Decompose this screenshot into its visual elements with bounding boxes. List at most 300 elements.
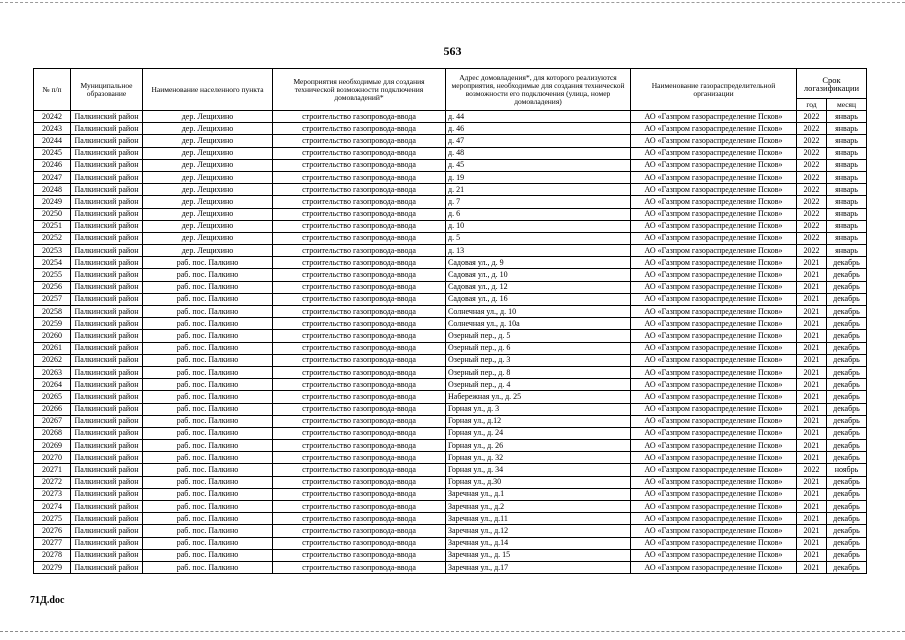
cell-district: Палкинский район (71, 513, 143, 525)
cell-district: Палкинский район (71, 342, 143, 354)
cell-work: строительство газопровода-ввода (273, 452, 446, 464)
cell-year: 2021 (797, 513, 827, 525)
cell-locality: раб. пос. Палкино (143, 306, 273, 318)
cell-year: 2021 (797, 379, 827, 391)
cell-work: строительство газопровода-ввода (273, 171, 446, 183)
table-row (34, 488, 867, 500)
header-org: Наименование газораспределительной организации (631, 69, 797, 111)
table-row (34, 232, 867, 244)
cell-locality: раб. пос. Палкино (143, 513, 273, 525)
cell-district: Палкинский район (71, 415, 143, 427)
table-row (34, 245, 867, 257)
cell-num: 20245 (34, 147, 71, 159)
table-row (34, 111, 867, 123)
table-row (34, 184, 867, 196)
cell-year: 2022 (797, 111, 827, 123)
cell-org: АО «Газпром газораспределение Псков» (631, 501, 797, 513)
cell-num: 20271 (34, 464, 71, 476)
header-locality: Наименование населенного пункта (143, 69, 273, 111)
cell-work: строительство газопровода-ввода (273, 501, 446, 513)
cell-num: 20243 (34, 123, 71, 135)
cell-locality: раб. пос. Палкино (143, 391, 273, 403)
cell-address: д. 10 (446, 220, 631, 232)
cell-org: АО «Газпром газораспределение Псков» (631, 415, 797, 427)
cell-month: декабрь (827, 537, 867, 549)
cell-month: декабрь (827, 415, 867, 427)
cell-work: строительство газопровода-ввода (273, 318, 446, 330)
cell-num: 20272 (34, 476, 71, 488)
cell-district: Палкинский район (71, 549, 143, 561)
cell-locality: дер. Лещихино (143, 147, 273, 159)
cell-district: Палкинский район (71, 245, 143, 257)
cell-month: январь (827, 123, 867, 135)
cell-num: 20251 (34, 220, 71, 232)
table-row (34, 476, 867, 488)
cell-month: январь (827, 135, 867, 147)
cell-locality: раб. пос. Палкино (143, 464, 273, 476)
cell-year: 2022 (797, 147, 827, 159)
cell-num: 20267 (34, 415, 71, 427)
file-name: 71Д.doc (30, 595, 65, 606)
cell-year: 2021 (797, 366, 827, 378)
cell-district: Палкинский район (71, 208, 143, 220)
cell-work: строительство газопровода-ввода (273, 281, 446, 293)
cell-address: д. 45 (446, 159, 631, 171)
cell-num: 20258 (34, 306, 71, 318)
cell-num: 20263 (34, 366, 71, 378)
cell-org: АО «Газпром газораспределение Псков» (631, 330, 797, 342)
cell-work: строительство газопровода-ввода (273, 354, 446, 366)
cell-year: 2021 (797, 415, 827, 427)
table-row (34, 257, 867, 269)
cell-locality: дер. Лещихино (143, 123, 273, 135)
table-row (34, 318, 867, 330)
cell-year: 2021 (797, 440, 827, 452)
cell-locality: дер. Лещихино (143, 208, 273, 220)
cell-district: Палкинский район (71, 123, 143, 135)
cell-year: 2021 (797, 391, 827, 403)
cell-work: строительство газопровода-ввода (273, 159, 446, 171)
table-row (34, 415, 867, 427)
cell-year: 2021 (797, 354, 827, 366)
cell-org: АО «Газпром газораспределение Псков» (631, 232, 797, 244)
table-row (34, 354, 867, 366)
cell-work: строительство газопровода-ввода (273, 257, 446, 269)
cell-work: строительство газопровода-ввода (273, 427, 446, 439)
table-row (34, 379, 867, 391)
cell-work: строительство газопровода-ввода (273, 184, 446, 196)
cell-org: АО «Газпром газораспределение Псков» (631, 147, 797, 159)
cell-work: строительство газопровода-ввода (273, 330, 446, 342)
cell-work: строительство газопровода-ввода (273, 196, 446, 208)
cell-work: строительство газопровода-ввода (273, 440, 446, 452)
cell-work: строительство газопровода-ввода (273, 549, 446, 561)
cell-locality: дер. Лещихино (143, 220, 273, 232)
cell-district: Палкинский район (71, 366, 143, 378)
cell-locality: раб. пос. Палкино (143, 501, 273, 513)
table-row (34, 330, 867, 342)
cell-district: Палкинский район (71, 196, 143, 208)
cell-locality: раб. пос. Палкино (143, 318, 273, 330)
cell-locality: дер. Лещихино (143, 184, 273, 196)
cell-month: декабрь (827, 403, 867, 415)
cell-work: строительство газопровода-ввода (273, 123, 446, 135)
table-row (34, 452, 867, 464)
scan-edge-bottom (0, 631, 905, 632)
cell-org: АО «Газпром газораспределение Псков» (631, 245, 797, 257)
cell-address: Горная ул., д.12 (446, 415, 631, 427)
cell-work: строительство газопровода-ввода (273, 513, 446, 525)
cell-work: строительство газопровода-ввода (273, 379, 446, 391)
cell-district: Палкинский район (71, 306, 143, 318)
cell-district: Палкинский район (71, 330, 143, 342)
cell-year: 2022 (797, 159, 827, 171)
cell-address: д. 48 (446, 147, 631, 159)
header-month: месяц (827, 99, 867, 111)
cell-month: декабрь (827, 427, 867, 439)
table-row (34, 171, 867, 183)
cell-locality: раб. пос. Палкино (143, 354, 273, 366)
cell-num: 20262 (34, 354, 71, 366)
cell-address: Горная ул., д. 34 (446, 464, 631, 476)
cell-org: АО «Газпром газораспределение Псков» (631, 537, 797, 549)
cell-org: АО «Газпром газораспределение Псков» (631, 513, 797, 525)
cell-address: Заречная ул., д. 15 (446, 549, 631, 561)
cell-address: Солнечная ул., д. 10 (446, 306, 631, 318)
cell-org: АО «Газпром газораспределение Псков» (631, 159, 797, 171)
cell-locality: дер. Лещихино (143, 232, 273, 244)
cell-org: АО «Газпром газораспределение Псков» (631, 257, 797, 269)
cell-locality: раб. пос. Палкино (143, 342, 273, 354)
table-row (34, 513, 867, 525)
cell-work: строительство газопровода-ввода (273, 306, 446, 318)
table-row (34, 123, 867, 135)
cell-address: д. 7 (446, 196, 631, 208)
cell-month: январь (827, 111, 867, 123)
cell-num: 20256 (34, 281, 71, 293)
cell-month: декабрь (827, 293, 867, 305)
cell-district: Палкинский район (71, 269, 143, 281)
cell-district: Палкинский район (71, 111, 143, 123)
cell-org: АО «Газпром газораспределение Псков» (631, 561, 797, 573)
cell-address: д. 46 (446, 123, 631, 135)
cell-num: 20265 (34, 391, 71, 403)
cell-month: январь (827, 171, 867, 183)
cell-district: Палкинский район (71, 379, 143, 391)
cell-org: АО «Газпром газораспределение Псков» (631, 403, 797, 415)
cell-num: 20249 (34, 196, 71, 208)
cell-work: строительство газопровода-ввода (273, 464, 446, 476)
cell-address: Заречная ул., д.1 (446, 488, 631, 500)
cell-address: д. 6 (446, 208, 631, 220)
cell-org: АО «Газпром газораспределение Псков» (631, 366, 797, 378)
cell-work: строительство газопровода-ввода (273, 147, 446, 159)
cell-year: 2022 (797, 171, 827, 183)
cell-month: декабрь (827, 330, 867, 342)
cell-num: 20273 (34, 488, 71, 500)
cell-month: декабрь (827, 440, 867, 452)
cell-num: 20279 (34, 561, 71, 573)
cell-address: Солнечная ул., д. 10а (446, 318, 631, 330)
header-work: Мероприятия необходимые для создания технической возможности подключения домовладений* (273, 69, 446, 111)
cell-work: строительство газопровода-ввода (273, 391, 446, 403)
cell-org: АО «Газпром газораспределение Псков» (631, 549, 797, 561)
header-district: Муниципальное образование (71, 69, 143, 111)
cell-address: Заречная ул., д.12 (446, 525, 631, 537)
cell-month: ноябрь (827, 464, 867, 476)
cell-address: Заречная ул., д.17 (446, 561, 631, 573)
cell-org: АО «Газпром газораспределение Псков» (631, 123, 797, 135)
table-row (34, 342, 867, 354)
cell-year: 2022 (797, 184, 827, 196)
cell-work: строительство газопровода-ввода (273, 403, 446, 415)
cell-locality: раб. пос. Палкино (143, 476, 273, 488)
cell-month: декабрь (827, 513, 867, 525)
cell-locality: дер. Лещихино (143, 135, 273, 147)
cell-month: декабрь (827, 306, 867, 318)
table-row (34, 306, 867, 318)
cell-work: строительство газопровода-ввода (273, 476, 446, 488)
cell-locality: раб. пос. Палкино (143, 537, 273, 549)
cell-num: 20275 (34, 513, 71, 525)
cell-district: Палкинский район (71, 171, 143, 183)
cell-address: д. 44 (446, 111, 631, 123)
cell-address: д. 21 (446, 184, 631, 196)
cell-year: 2021 (797, 501, 827, 513)
cell-org: АО «Газпром газораспределение Псков» (631, 391, 797, 403)
cell-work: строительство газопровода-ввода (273, 525, 446, 537)
cell-locality: раб. пос. Палкино (143, 488, 273, 500)
cell-num: 20276 (34, 525, 71, 537)
cell-org: АО «Газпром газораспределение Псков» (631, 306, 797, 318)
cell-month: декабрь (827, 257, 867, 269)
cell-locality: раб. пос. Палкино (143, 269, 273, 281)
cell-locality: раб. пос. Палкино (143, 549, 273, 561)
cell-org: АО «Газпром газораспределение Псков» (631, 281, 797, 293)
table-row (34, 501, 867, 513)
cell-org: АО «Газпром газораспределение Псков» (631, 379, 797, 391)
header-num: № п/п (34, 69, 71, 111)
cell-year: 2022 (797, 232, 827, 244)
cell-district: Палкинский район (71, 452, 143, 464)
cell-work: строительство газопровода-ввода (273, 488, 446, 500)
cell-address: д. 19 (446, 171, 631, 183)
cell-address: Заречная ул., д.11 (446, 513, 631, 525)
cell-address: Заречная ул., д.2 (446, 501, 631, 513)
cell-num: 20253 (34, 245, 71, 257)
cell-year: 2021 (797, 342, 827, 354)
cell-work: строительство газопровода-ввода (273, 366, 446, 378)
cell-work: строительство газопровода-ввода (273, 342, 446, 354)
cell-locality: дер. Лещихино (143, 171, 273, 183)
table-row (34, 293, 867, 305)
cell-year: 2022 (797, 135, 827, 147)
cell-work: строительство газопровода-ввода (273, 269, 446, 281)
table-body (34, 111, 867, 574)
cell-month: декабрь (827, 269, 867, 281)
cell-work: строительство газопровода-ввода (273, 561, 446, 573)
scan-edge-top (0, 2, 905, 3)
cell-address: д. 5 (446, 232, 631, 244)
cell-address: Набережная ул., д. 25 (446, 391, 631, 403)
cell-num: 20266 (34, 403, 71, 415)
cell-locality: раб. пос. Палкино (143, 525, 273, 537)
cell-month: декабрь (827, 561, 867, 573)
cell-num: 20259 (34, 318, 71, 330)
cell-locality: раб. пос. Палкино (143, 452, 273, 464)
cell-year: 2021 (797, 293, 827, 305)
header-year: год (797, 99, 827, 111)
cell-work: строительство газопровода-ввода (273, 135, 446, 147)
cell-org: АО «Газпром газораспределение Псков» (631, 354, 797, 366)
cell-month: декабрь (827, 525, 867, 537)
cell-address: Садовая ул., д. 9 (446, 257, 631, 269)
cell-address: Садовая ул., д. 10 (446, 269, 631, 281)
cell-district: Палкинский район (71, 159, 143, 171)
header-term: Срок логазификации (797, 69, 867, 99)
cell-year: 2021 (797, 561, 827, 573)
cell-address: Озерный пер., д. 6 (446, 342, 631, 354)
cell-org: АО «Газпром газораспределение Псков» (631, 208, 797, 220)
cell-locality: раб. пос. Палкино (143, 440, 273, 452)
cell-district: Палкинский район (71, 281, 143, 293)
cell-locality: раб. пос. Палкино (143, 561, 273, 573)
cell-year: 2022 (797, 123, 827, 135)
cell-district: Палкинский район (71, 427, 143, 439)
header-address: Адрес домовладения*, для которого реализуются мероприятия, необходимые для создания технической возможности его подключения (улица, номер домовладения) (446, 69, 631, 111)
cell-org: АО «Газпром газораспределение Псков» (631, 318, 797, 330)
cell-district: Палкинский район (71, 525, 143, 537)
cell-month: декабрь (827, 452, 867, 464)
cell-month: декабрь (827, 391, 867, 403)
cell-month: январь (827, 232, 867, 244)
cell-month: январь (827, 184, 867, 196)
cell-org: АО «Газпром газораспределение Псков» (631, 135, 797, 147)
cell-district: Палкинский район (71, 220, 143, 232)
cell-month: январь (827, 159, 867, 171)
cell-year: 2021 (797, 452, 827, 464)
cell-month: декабрь (827, 281, 867, 293)
cell-org: АО «Газпром газораспределение Псков» (631, 196, 797, 208)
cell-district: Палкинский район (71, 403, 143, 415)
table-row (34, 147, 867, 159)
cell-num: 20277 (34, 537, 71, 549)
cell-year: 2022 (797, 196, 827, 208)
cell-district: Палкинский район (71, 391, 143, 403)
cell-num: 20250 (34, 208, 71, 220)
cell-address: Заречная ул., д.14 (446, 537, 631, 549)
cell-num: 20247 (34, 171, 71, 183)
cell-num: 20264 (34, 379, 71, 391)
cell-locality: дер. Лещихино (143, 196, 273, 208)
cell-address: Озерный пер., д. 5 (446, 330, 631, 342)
cell-locality: раб. пос. Палкино (143, 403, 273, 415)
cell-address: Садовая ул., д. 12 (446, 281, 631, 293)
cell-year: 2021 (797, 549, 827, 561)
cell-locality: дер. Лещихино (143, 159, 273, 171)
cell-num: 20244 (34, 135, 71, 147)
cell-month: январь (827, 245, 867, 257)
cell-num: 20255 (34, 269, 71, 281)
cell-locality: раб. пос. Палкино (143, 366, 273, 378)
table-row (34, 537, 867, 549)
cell-month: январь (827, 196, 867, 208)
cell-year: 2021 (797, 330, 827, 342)
table-row (34, 281, 867, 293)
cell-num: 20269 (34, 440, 71, 452)
cell-year: 2021 (797, 269, 827, 281)
cell-num: 20268 (34, 427, 71, 439)
cell-year: 2022 (797, 464, 827, 476)
cell-year: 2021 (797, 318, 827, 330)
cell-month: январь (827, 220, 867, 232)
cell-district: Палкинский район (71, 318, 143, 330)
cell-year: 2022 (797, 220, 827, 232)
cell-district: Палкинский район (71, 440, 143, 452)
cell-locality: раб. пос. Палкино (143, 427, 273, 439)
table-row (34, 391, 867, 403)
cell-num: 20274 (34, 501, 71, 513)
cell-org: АО «Газпром газораспределение Псков» (631, 464, 797, 476)
cell-month: декабрь (827, 476, 867, 488)
cell-work: строительство газопровода-ввода (273, 245, 446, 257)
cell-work: строительство газопровода-ввода (273, 208, 446, 220)
cell-district: Палкинский район (71, 464, 143, 476)
cell-work: строительство газопровода-ввода (273, 293, 446, 305)
table-row (34, 220, 867, 232)
cell-district: Палкинский район (71, 147, 143, 159)
cell-org: АО «Газпром газораспределение Псков» (631, 476, 797, 488)
table-row (34, 135, 867, 147)
cell-org: АО «Газпром газораспределение Псков» (631, 269, 797, 281)
table-row (34, 525, 867, 537)
cell-num: 20261 (34, 342, 71, 354)
table-row (34, 561, 867, 573)
cell-address: Озерный пер., д. 4 (446, 379, 631, 391)
cell-month: декабрь (827, 549, 867, 561)
cell-month: декабрь (827, 318, 867, 330)
cell-address: д. 13 (446, 245, 631, 257)
cell-locality: раб. пос. Палкино (143, 415, 273, 427)
cell-district: Палкинский район (71, 488, 143, 500)
table-row (34, 196, 867, 208)
table-row (34, 549, 867, 561)
cell-work: строительство газопровода-ввода (273, 537, 446, 549)
cell-address: д. 47 (446, 135, 631, 147)
cell-address: Садовая ул., д. 16 (446, 293, 631, 305)
table-row (34, 440, 867, 452)
cell-district: Палкинский район (71, 257, 143, 269)
cell-month: январь (827, 147, 867, 159)
table-row (34, 269, 867, 281)
cell-address: Горная ул., д. 26 (446, 440, 631, 452)
cell-locality: раб. пос. Палкино (143, 330, 273, 342)
cell-org: АО «Газпром газораспределение Псков» (631, 452, 797, 464)
table-row (34, 464, 867, 476)
cell-org: АО «Газпром газораспределение Псков» (631, 488, 797, 500)
cell-locality: раб. пос. Палкино (143, 379, 273, 391)
cell-org: АО «Газпром газораспределение Псков» (631, 525, 797, 537)
table-row (34, 159, 867, 171)
cell-num: 20260 (34, 330, 71, 342)
cell-locality: раб. пос. Палкино (143, 257, 273, 269)
cell-year: 2021 (797, 476, 827, 488)
cell-num: 20257 (34, 293, 71, 305)
cell-org: АО «Газпром газораспределение Псков» (631, 220, 797, 232)
cell-month: декабрь (827, 366, 867, 378)
cell-locality: раб. пос. Палкино (143, 281, 273, 293)
cell-num: 20270 (34, 452, 71, 464)
